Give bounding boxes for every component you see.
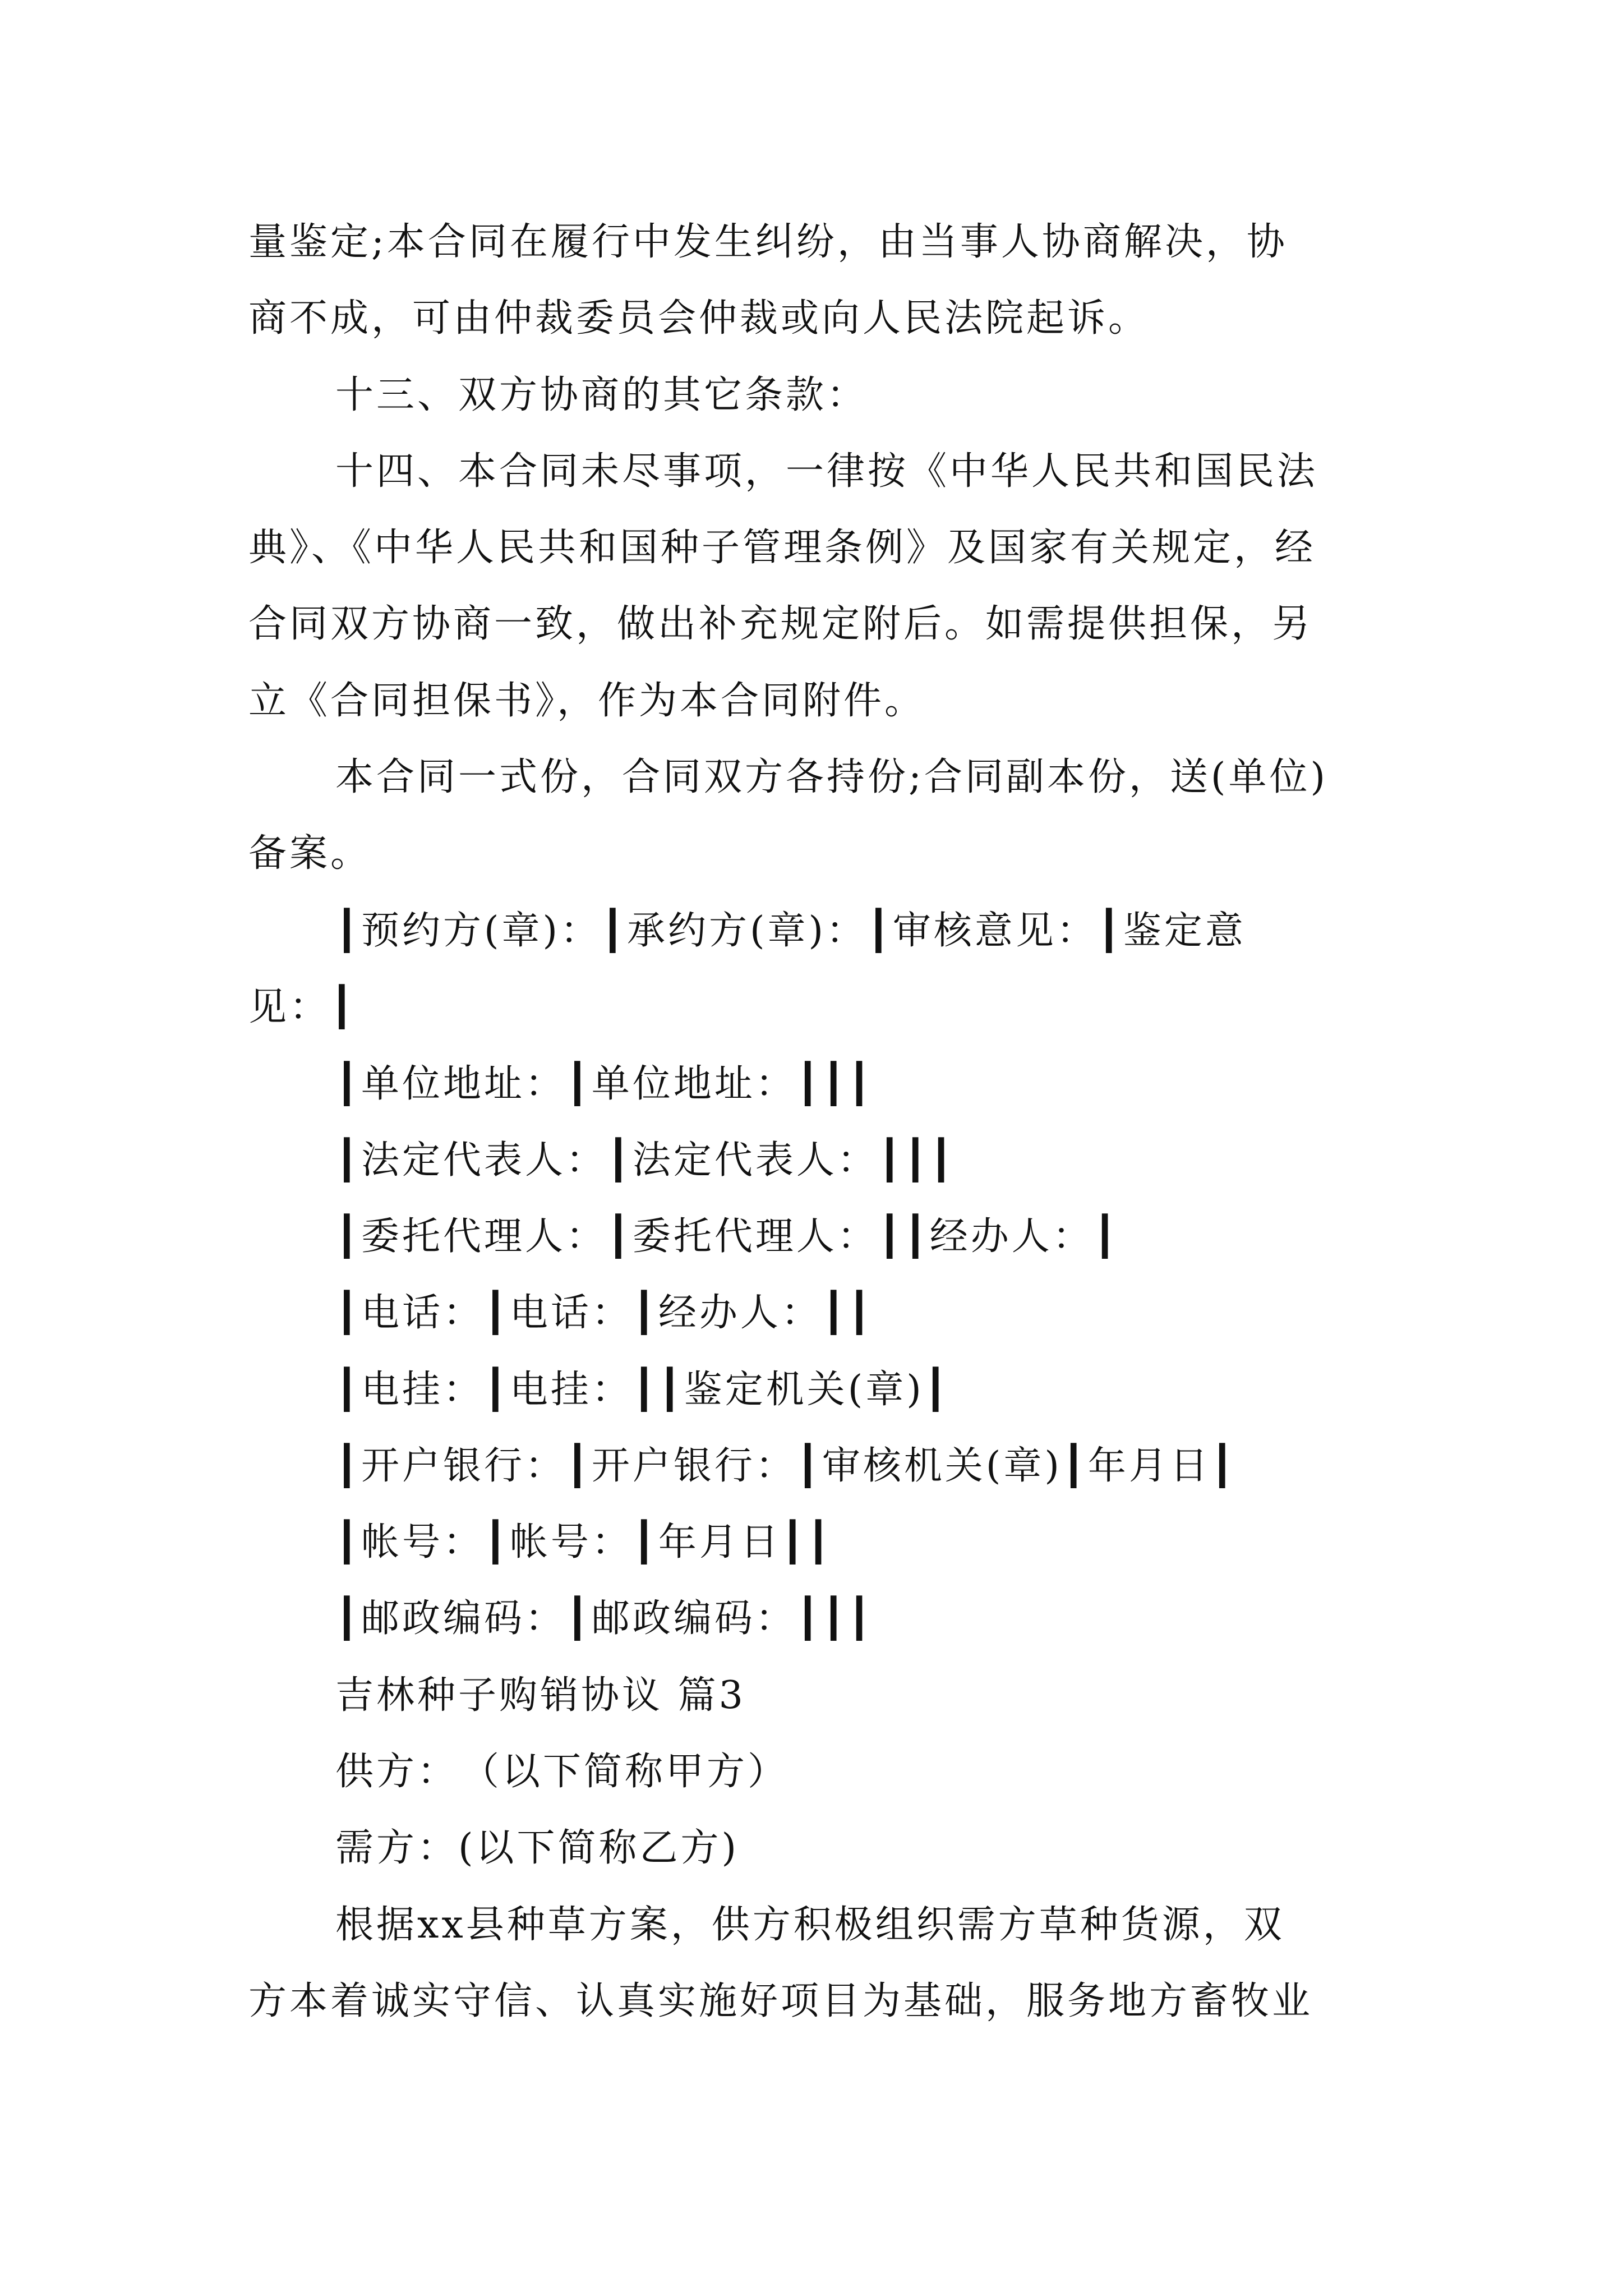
signature-table-row: ┃预约方(章)：┃承约方(章)：┃审核意见：┃鉴定意	[335, 909, 1246, 953]
paragraph-line: 立《合同担保书》，作为本合同附件。	[248, 679, 926, 723]
signature-table-row: ┃单位地址：┃单位地址：┃┃┃	[335, 1062, 874, 1106]
signature-table-row: ┃帐号：┃帐号：┃年月日┃┃	[335, 1520, 833, 1565]
paragraph-line: 合同双方协商一致，做出补充规定附后。如需提供担保，另	[248, 602, 1313, 646]
paragraph-line: 根据xx县种草方案，供方积极组织需方草种货源，双	[335, 1903, 1285, 1947]
clause-13: 十三、双方协商的其它条款：	[335, 373, 868, 417]
paragraph-line: 方本着诚实守信、认真实施好项目为基础，服务地方畜牧业	[248, 1979, 1313, 2023]
signature-table-row: ┃委托代理人：┃委托代理人：┃┃经办人：┃	[335, 1214, 1119, 1259]
section-heading: 吉林种子购销协议 篇3	[335, 1673, 746, 1718]
buyer-line: 需方：(以下简称乙方)	[335, 1826, 740, 1870]
signature-table-row: ┃邮政编码：┃邮政编码：┃┃┃	[335, 1596, 874, 1641]
paragraph-line: 备案。	[248, 831, 372, 876]
signature-table-row: 见：┃	[248, 985, 356, 1029]
signature-table-row: ┃电挂：┃电挂：┃┃鉴定机关(章)┃	[335, 1368, 950, 1412]
clause-14: 十四、本合同未尽事项，一律按《中华人民共和国民法	[335, 449, 1318, 494]
supplier-line: 供方： （以下简称甲方）	[335, 1750, 789, 1794]
paragraph-line: 典》、《中华人民共和国种子管理条例》及国家有关规定，经	[248, 526, 1316, 570]
paragraph-line: 量鉴定;本合同在履行中发生纠纷，由当事人协商解决，协	[248, 220, 1288, 264]
copies-paragraph: 本合同一式份，合同双方各持份;合同副本份，送(单位)	[335, 755, 1328, 799]
paragraph-line: 商不成，可由仲裁委员会仲裁或向人民法院起诉。	[248, 296, 1150, 341]
signature-table-row: ┃电话：┃电话：┃经办人：┃┃	[335, 1291, 874, 1335]
signature-table-row: ┃法定代表人：┃法定代表人：┃┃┃	[335, 1138, 956, 1182]
signature-table-row: ┃开户银行：┃开户银行：┃审核机关(章)┃年月日┃	[335, 1444, 1237, 1488]
